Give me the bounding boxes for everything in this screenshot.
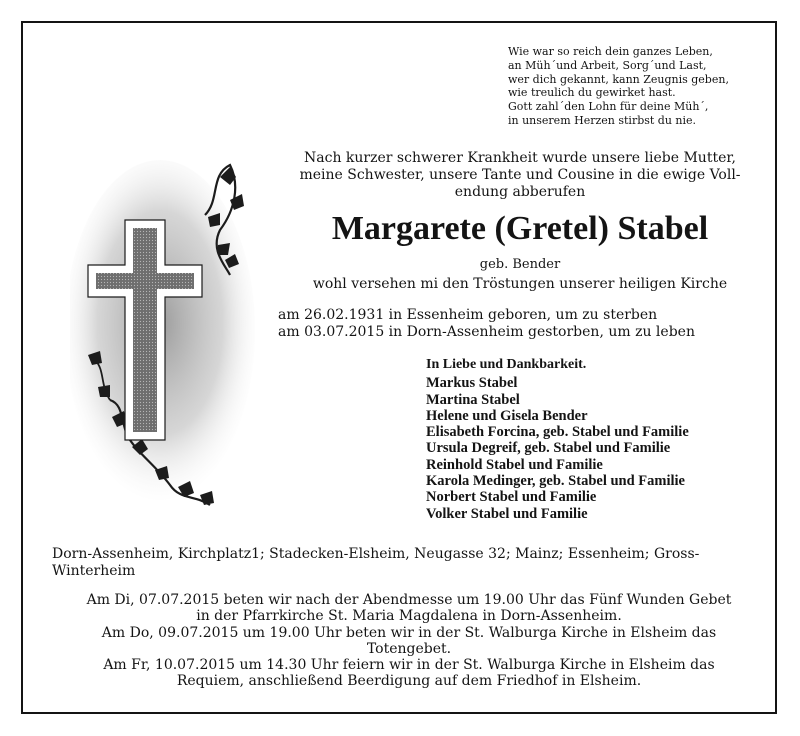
deceased-name: Margarete (Gretel) Stabel xyxy=(331,210,709,247)
poem-line: Wie war so reich dein ganzes Leben, xyxy=(508,45,713,58)
service-line: Totengebet. xyxy=(366,640,452,657)
mourner: Elisabeth Forcina, geb. Stabel und Familie xyxy=(426,424,689,441)
mourner: Helene und Gisela Bender xyxy=(426,407,588,424)
service-line: Am Do, 09.07.2015 um 19.00 Uhr beten wir in der St. Walburga Kirche in Elsheim das xyxy=(101,624,717,641)
poem-line: an Müh´und Arbeit, Sorg´und Last, xyxy=(508,58,707,72)
poem-line: wer dich gekannt, kann Zeugnis geben, xyxy=(508,72,729,86)
poem-line: Gott zahl´den Lohn für deine Müh´, xyxy=(508,100,709,114)
cross-with-ivy-icon xyxy=(70,155,280,520)
mourner: Markus Stabel xyxy=(426,375,518,392)
service-line: Am Di, 07.07.2015 beten wir nach der Abendmesse um 19.00 Uhr das Fünf Wunden Gebet xyxy=(86,592,732,608)
service-line: in der Pfarrkirche St. Maria Magdalena in Dorn-Assenheim. xyxy=(196,608,622,625)
ivy-leaf xyxy=(98,385,110,397)
mourner: Martina Stabel xyxy=(426,391,520,408)
death-line: am 03.07.2015 in Dorn-Assenheim gestorben, um zu leben xyxy=(278,324,695,340)
announcement-line: endung abberufen xyxy=(454,184,586,200)
ivy-leaf xyxy=(218,243,230,255)
mourners-list xyxy=(426,375,689,522)
mourner: Reinhold Stabel und Familie xyxy=(426,456,603,473)
birth-line: am 26.02.1931 in Essenheim geboren, um zu sterben xyxy=(278,307,658,323)
poem-line: wie treulich du gewirket hast. xyxy=(508,86,676,100)
mourners-heading: In Liebe und Dankbarkeit. xyxy=(426,357,587,372)
mourner: Norbert Stabel und Familie xyxy=(426,489,597,506)
mourner: Volker Stabel und Familie xyxy=(426,505,588,522)
blessing-line: wohl versehen mi den Tröstungen unserer heiligen Kirche xyxy=(312,276,728,292)
ivy-leaf xyxy=(200,491,214,505)
poem xyxy=(508,45,778,128)
life-dates xyxy=(278,307,695,341)
service-line: Requiem, anschließend Beerdigung auf dem Friedhof in Elsheim. xyxy=(176,673,642,690)
announcement-line: Nach kurzer schwerer Krankheit wurde unsere liebe Mutter, xyxy=(304,150,736,166)
announcement-line: meine Schwester, unsere Tante und Cousine in die ewige Voll- xyxy=(299,167,741,183)
mourner: Karola Medinger, geb. Stabel und Familie xyxy=(426,473,685,490)
addresses: Dorn-Assenheim, Kirchplatz1; Stadecken-Elsheim, Neugasse 32; Mainz; Essenheim; Gross-Winterheim xyxy=(52,546,700,579)
poem-line: in unserem Herzen stirbst du nie. xyxy=(508,113,697,127)
mourner: Ursula Degreif, geb. Stabel und Familie xyxy=(426,440,671,457)
announcement xyxy=(275,150,765,201)
mourners xyxy=(426,357,689,522)
service-schedule xyxy=(48,592,770,690)
service-line: Am Fr, 10.07.2015 um 14.30 Uhr feiern wir in der St. Walburga Kirche in Elsheim das xyxy=(103,657,715,674)
maiden-name: geb. Bender xyxy=(479,257,561,272)
